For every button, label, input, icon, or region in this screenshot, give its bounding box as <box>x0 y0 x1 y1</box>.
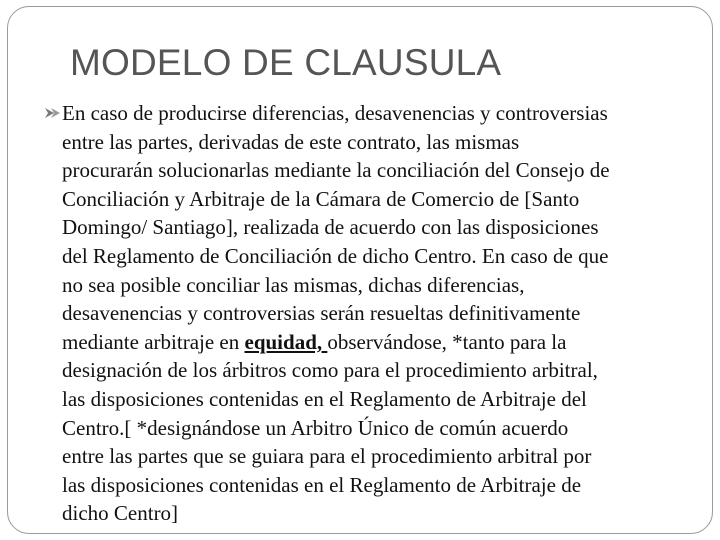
clause-line: dicho Centro] <box>62 501 179 526</box>
clause-line: Domingo/ Santiago], realizada de acuerdo con las disposiciones <box>62 215 599 240</box>
clause-line <box>62 328 698 357</box>
clause-line: En caso de producirse diferencias, desavenencias y controversias <box>62 101 608 125</box>
clause-line: procurarán solucionarlas mediante la conciliación del Consejo de <box>62 158 610 183</box>
clause-text <box>62 99 698 528</box>
bullet-icon <box>44 106 61 120</box>
clause-line: desavenencias y controversias serán resueltas definitivamente <box>62 301 581 326</box>
emphasis-equidad: equidad, <box>244 329 328 354</box>
clause-text-segment: observándose, *tanto para la <box>327 329 567 354</box>
clause-line: entre las partes que se guiara para el procedimiento arbitral por <box>62 444 592 469</box>
clause-line: del Reglamento de Conciliación de dicho Centro. En caso de que <box>62 243 609 268</box>
clause-line: Centro.[ *designándose un Arbitro Único de común acuerdo <box>62 415 569 440</box>
slide-title: MODELO DE CLAUSULA <box>70 42 502 83</box>
clause-line: Conciliación y Arbitraje de la Cámara de Comercio de [Santo <box>62 186 580 211</box>
clause-line: designación de los árbitros como para el procedimiento arbitral, <box>62 358 598 383</box>
clause-line: entre las partes, derivadas de este contrato, las mismas <box>62 129 520 154</box>
clause-line: las disposiciones contenidas en el Reglamento de Arbitraje del <box>62 386 587 411</box>
clause-line: no sea posible conciliar las mismas, dichas diferencias, <box>62 272 525 297</box>
clause-line: las disposiciones contenidas en el Reglamento de Arbitraje de <box>62 472 582 497</box>
slide-frame <box>7 6 713 534</box>
clause-text-segment: mediante arbitraje en <box>62 329 245 354</box>
